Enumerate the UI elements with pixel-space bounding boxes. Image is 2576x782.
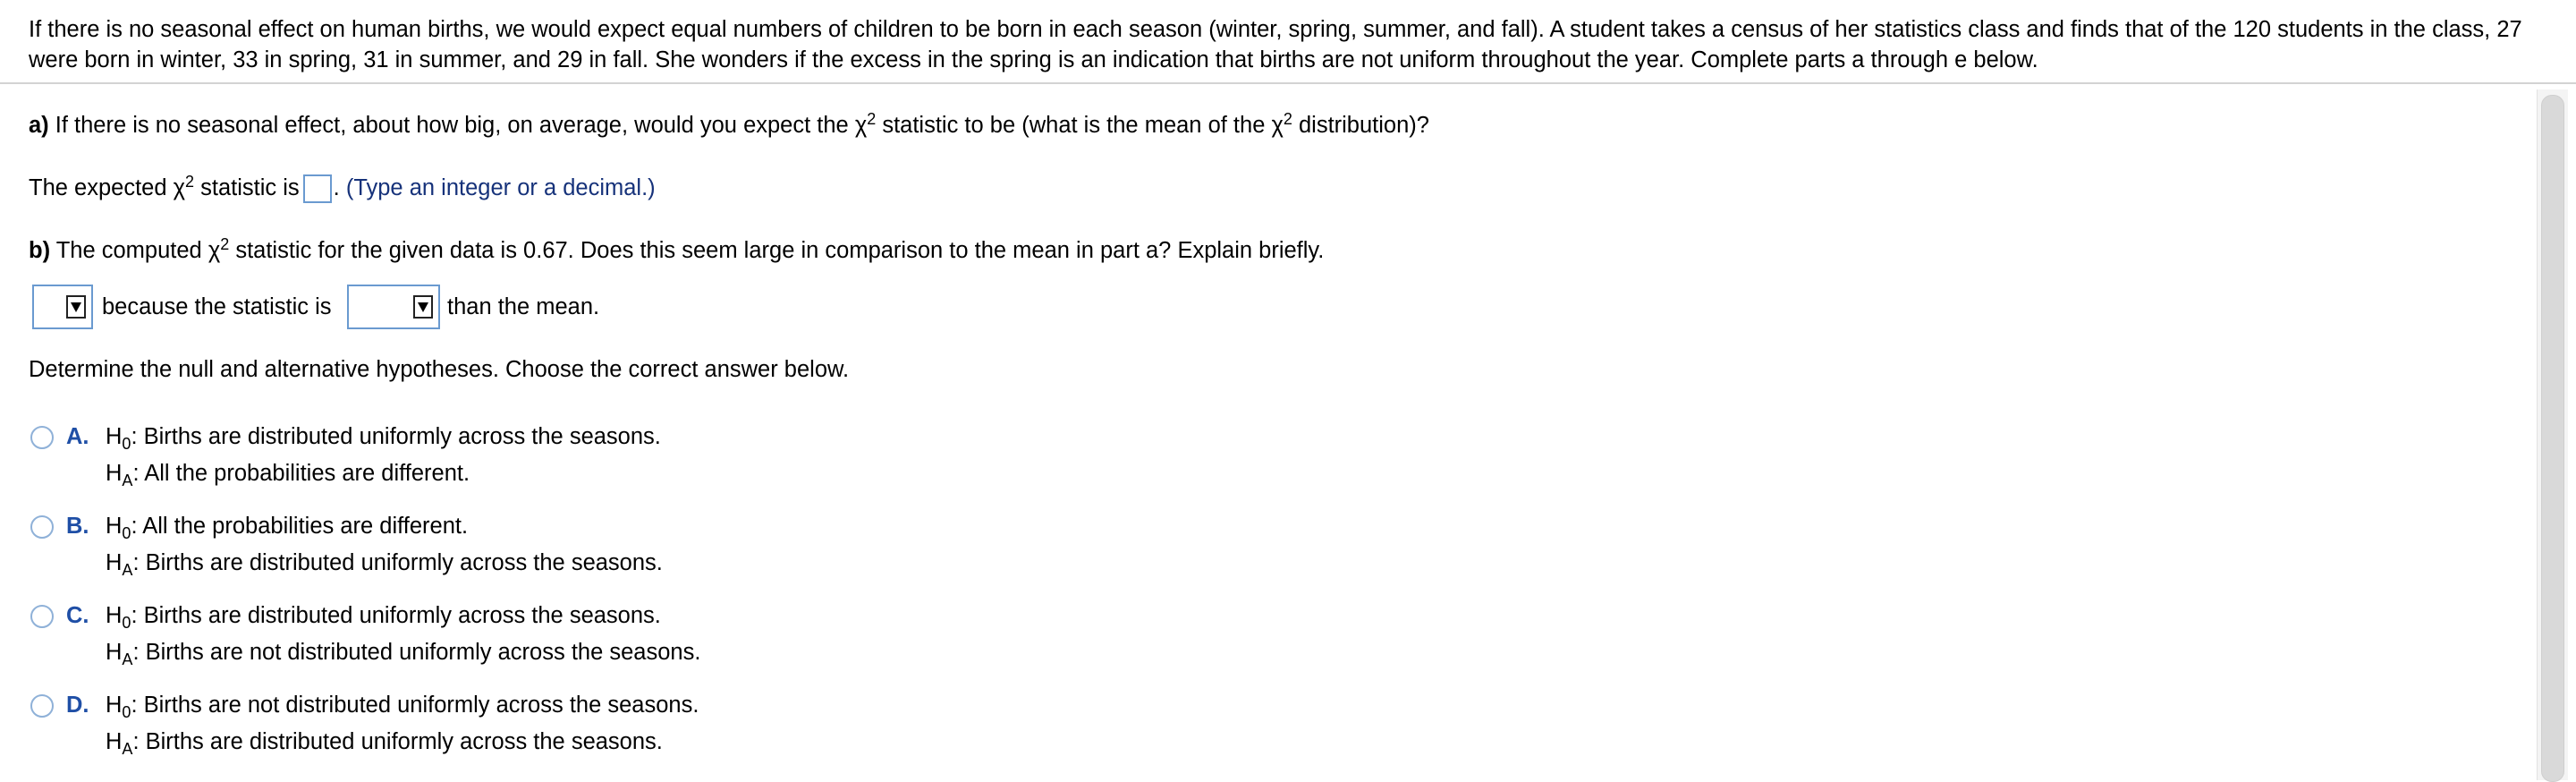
part-b-text-2: statistic for the given data is 0.67. Does this seem large in comparison to the mean in part a? Explain briefly. [235,238,1325,263]
h-symbol: H [106,640,123,665]
radio-button[interactable] [30,605,54,628]
null-hypothesis [106,511,468,548]
h-symbol: H [106,424,123,449]
null-text: All the probabilities are different. [142,514,469,539]
subscript-0: 0 [122,524,131,542]
subscript-a: A [122,472,133,489]
comparison-dropdown[interactable] [347,285,440,329]
chi-symbol: χ [854,113,868,138]
superscript-2: 2 [220,235,230,253]
h-symbol: H [106,693,123,718]
answer-prefix: The expected [29,175,167,200]
radio-button[interactable] [30,515,54,539]
colon: : [131,603,138,628]
chevron-down-icon [413,295,433,319]
part-a-question [29,104,1429,140]
part-b-text-1: The computed [55,238,202,263]
alternative-hypothesis [106,727,663,764]
problem-statement: If there is no seasonal effect on human births, we would expect equal numbers of children to be born in each season (winter, spring, summer, and fall). A student takes a census of her statistics class and finds that of the 120 students in the class, 27 were born in winter, 33 in spring, 31 in summer, and 29 in fall. She wonders if the excess in the spring is an indication that births are not uniform throughout the year. Complete parts a through e below. [29,17,2522,72]
option-letter: A. [66,424,89,449]
superscript-2: 2 [867,110,877,128]
radio-button[interactable] [30,426,54,449]
colon: : [132,550,140,575]
expected-statistic-input[interactable] [303,174,332,203]
yes-no-dropdown[interactable] [32,285,93,329]
part-a-label: a) [29,113,49,138]
option-letter: D. [66,693,89,718]
alternative-hypothesis [106,637,700,675]
h-symbol: H [106,729,123,754]
than-mean-text: than the mean. [447,294,600,319]
part-b-question [29,229,1324,266]
scrollbar-thumb[interactable] [2541,95,2564,782]
alternative-hypothesis [106,458,470,496]
null-hypothesis [106,690,699,727]
null-text: Births are distributed uniformly across the seasons. [143,603,661,628]
subscript-0: 0 [122,703,131,721]
part-a-answer-line [29,166,656,203]
null-hypothesis [106,600,661,638]
alt-text: All the probabilities are different. [144,461,470,486]
null-hypothesis [106,421,661,459]
colon: : [132,640,140,665]
radio-button[interactable] [30,694,54,718]
chi-symbol: χ [208,238,221,263]
subscript-0: 0 [122,435,131,453]
alt-text: Births are not distributed uniformly across the seasons. [145,640,701,665]
subscript-0: 0 [122,614,131,632]
subscript-a: A [122,650,133,668]
answer-mid: statistic is [200,175,300,200]
subscript-a: A [122,740,133,758]
alt-text: Births are distributed uniformly across the seasons. [145,550,663,575]
vertical-scrollbar[interactable] [2537,89,2568,780]
colon: : [132,461,140,486]
h-symbol: H [106,603,123,628]
input-hint: (Type an integer or a decimal.) [345,175,656,200]
colon: : [132,729,140,754]
option-letter: C. [66,603,89,628]
superscript-2: 2 [185,173,195,191]
alt-text: Births are distributed uniformly across the seasons. [145,729,663,754]
part-a-text-2: statistic to be (what is the mean of the [882,113,1266,138]
null-text: Births are not distributed uniformly across the seasons. [143,693,699,718]
hypotheses-prompt: Determine the null and alternative hypotheses. Choose the correct answer below. [29,357,850,382]
colon: : [131,424,138,449]
superscript-2: 2 [1283,110,1292,128]
because-text: because the statistic is [102,294,332,319]
option-letter: B. [66,514,89,539]
alternative-hypothesis [106,548,663,585]
subscript-a: A [122,561,133,579]
chi-symbol: χ [1271,113,1284,138]
part-b-label: b) [29,238,51,263]
part-a-text-1: If there is no seasonal effect, about how big, on average, would you expect the [55,113,849,138]
section-divider [0,82,2576,84]
answer-dot: . [333,175,340,200]
chi-symbol: χ [173,175,186,200]
part-a-text-3: distribution)? [1298,113,1429,138]
colon: : [131,514,138,539]
null-text: Births are distributed uniformly across the seasons. [143,424,661,449]
h-symbol: H [106,514,123,539]
h-symbol: H [106,461,123,486]
chevron-down-icon [66,295,86,319]
colon: : [131,693,138,718]
h-symbol: H [106,550,123,575]
